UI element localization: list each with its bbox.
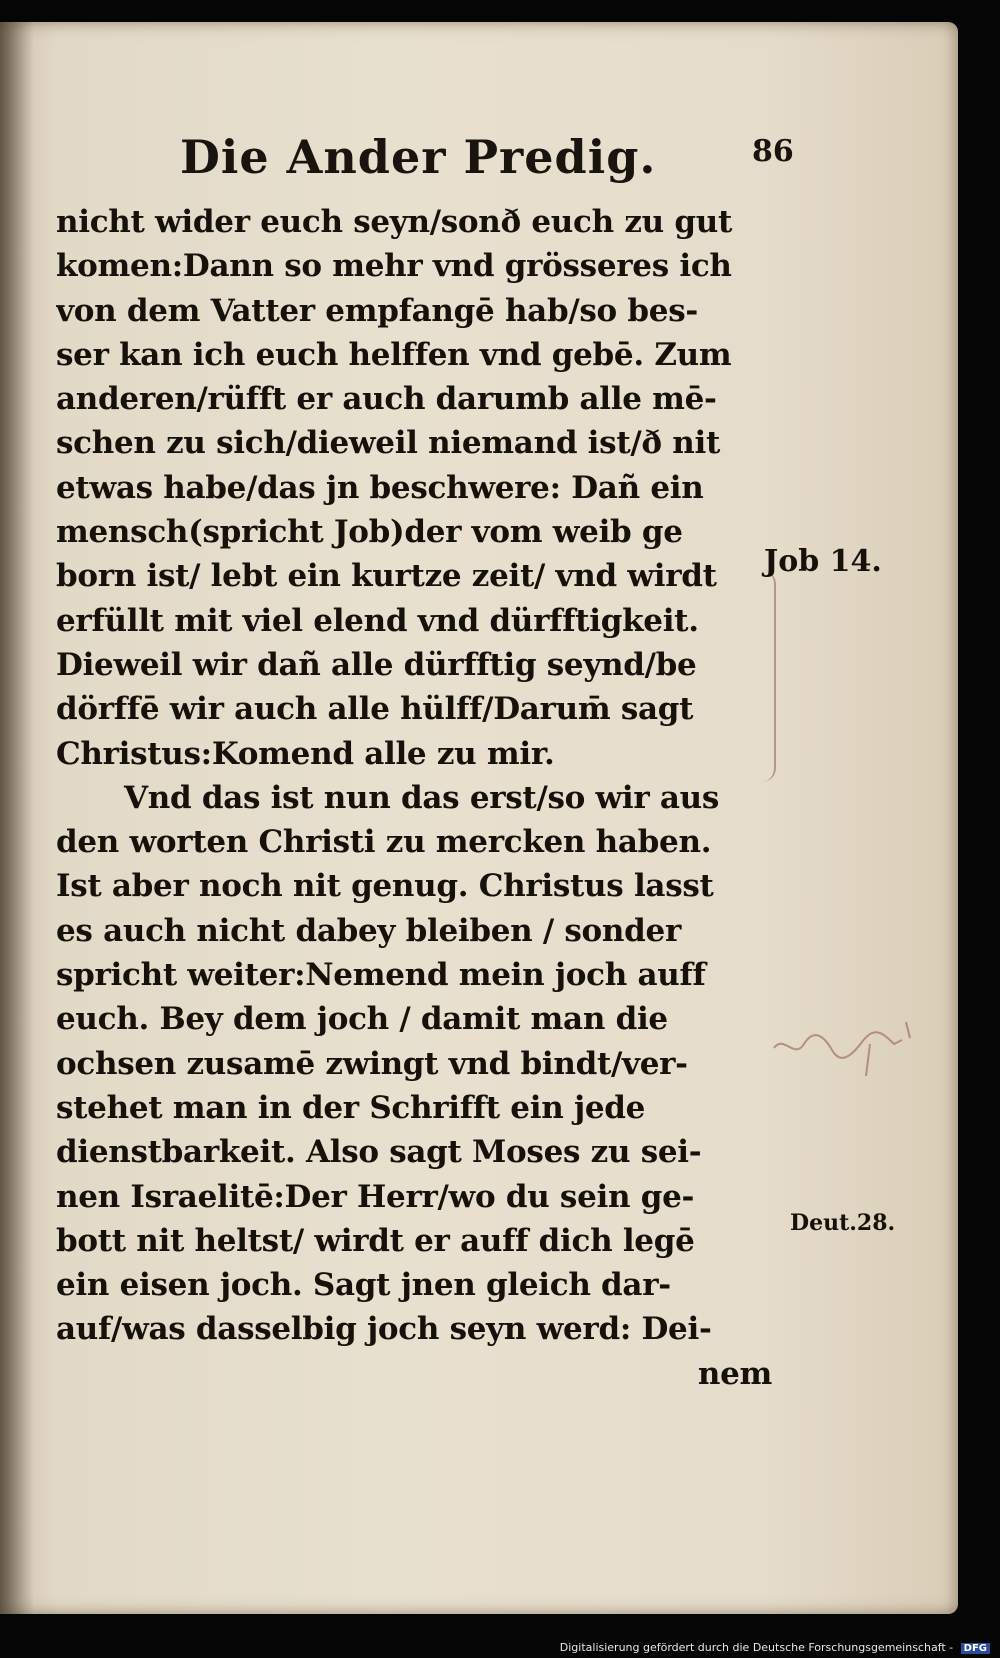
marginal-note-job: Job 14. [764,544,882,579]
text-line: den worten Christi zu mercken haben. [56,824,712,861]
text-line: ein eisen joch. Sagt jnen gleich dar- [56,1267,671,1304]
text-line: anderen/rüfft er auch darumb alle mē- [56,381,717,418]
text-line: nicht wider euch seyn/sonð euch zu gut [56,204,733,240]
text-line: schen zu sich/dieweil niemand ist/ð nit [56,425,720,462]
text-line: bott nit heltst/ wirdt er auff dich legē [56,1222,695,1259]
text-line: Ist aber noch nit genug. Christus lasst [56,868,714,905]
credit-text: Digitalisierung gefördert durch die Deutsche Forschungsgemeinschaft - [559,1641,954,1654]
marginal-note-deut: Deut.28. [790,1210,896,1236]
catchword: nem [697,1355,772,1392]
book-page [0,22,958,1614]
text-line: von dem Vatter empfangē hab/so bes- [56,292,698,329]
text-line: ser kan ich euch helffen vnd gebē. Zum [56,336,732,373]
text-line: born ist/ lebt ein kurtze zeit/ vnd wirdt [56,558,717,595]
text-line: etwas habe/das jn beschwere: Dañ ein [56,469,704,506]
text-line: stehet man in der Schrifft ein jede [56,1089,646,1126]
text-line: erfüllt mit viel elend vnd dürfftigkeit. [56,602,699,639]
pencil-bracket-mark [752,570,776,782]
text-line: komen:Dann so mehr vnd grösseres ich [56,248,732,285]
text-line: dörffē wir auch alle hülff/Darum̄ sagt [56,691,694,728]
text-line: Christus:Komend alle zu mir. [56,735,555,772]
text-line: mensch(spricht Job)der vom weib ge [56,514,683,551]
dfg-logo: DFG [961,1643,990,1654]
text-line: es auch nicht dabey bleiben / sonder [56,912,682,949]
page-gutter-shadow [0,22,34,1614]
text-line: dienstbarkeit. Also sagt Moses zu sei- [56,1134,702,1171]
text-line: euch. Bey dem joch / damit man die [56,1001,668,1038]
running-head: Die Ander Predig. [180,130,657,184]
folio-number: 86 [752,134,794,169]
body-text [56,200,776,1396]
text-line: auf/was dasselbig joch seyn werd: Dei- [56,1311,712,1348]
text-line: Dieweil wir dañ alle dürfftig seynd/be [56,646,697,683]
text-line: Vnd das ist nun das erst/so wir aus [124,779,720,816]
text-line: ochsen zusamē zwingt vnd bindt/ver- [56,1045,688,1082]
pencil-scribble-mark [770,1014,920,1084]
text-line: spricht weiter:Nemend mein joch auff [56,957,706,994]
digitization-credit [560,1641,990,1654]
text-line: nen Israelitē:Der Herr/wo du sein ge- [56,1178,695,1215]
